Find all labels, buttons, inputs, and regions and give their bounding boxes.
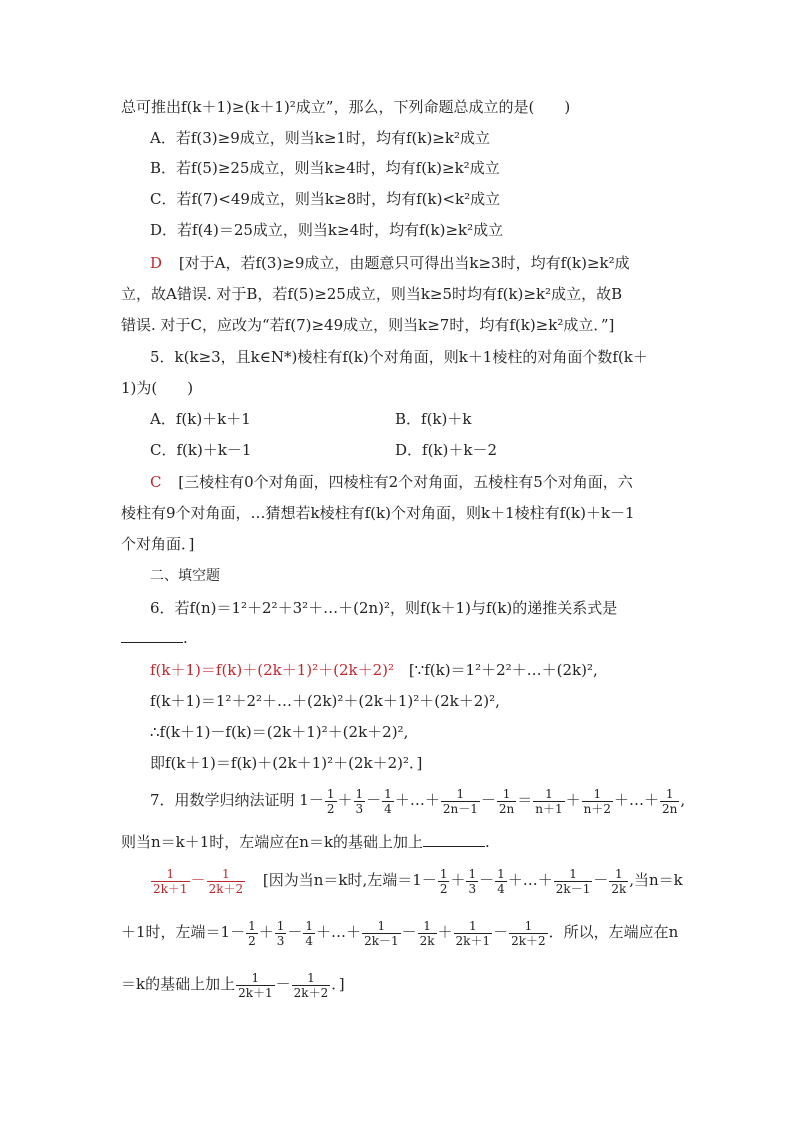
q5-explanation-line: 个对角面．] [121, 535, 195, 553]
q4-explanation-line: 立，故A错误. 对于B，若f(5)≥25成立，则当k≥5时均有f(k)≥k²成立，故B [121, 285, 623, 303]
q5-answer: C [150, 473, 162, 491]
answer-blank [423, 832, 485, 847]
fraction: $\frac{1}{4}$ [384, 786, 392, 816]
fraction: $\frac{1}{2n}$ [662, 786, 678, 816]
q4-explanation-line: 错误. 对于C，应改为“若f(7)≥49成立，则当k≥7时，均有f(k)≥k²成立．”] [121, 316, 615, 334]
fraction: $\frac{1}{4}$ [305, 918, 314, 948]
q5-option-d: D．f(k)＋k－2 [395, 441, 498, 459]
fraction: $\frac{1}{4}$ [497, 866, 505, 896]
q6-stem: 6．若f(n)＝1²＋2²＋3²＋…＋(2n)²，则f(k＋1)与f(k)的递推关系式是 [150, 599, 618, 617]
fraction: $\frac{1}{2k}$ [611, 866, 627, 896]
fraction: $\frac{1}{2k+2}$ [293, 970, 329, 1000]
q6-answer: f(k＋1)＝f(k)＋(2k＋1)²＋(2k＋2)² [150, 661, 395, 679]
q6-explanation-line: f(k＋1)＝1²＋2²＋…＋(2k)²＋(2k＋1)²＋(2k＋2)², [150, 692, 500, 710]
q4-stem: 总可推出f(k＋1)≥(k＋1)²成立”，那么，下列命题总成立的是( ) [121, 98, 571, 116]
fraction: $\frac{1}{3}$ [355, 786, 364, 816]
fraction: $\frac{1}{2k}$ [419, 918, 435, 948]
fraction: $\frac{1}{3}$ [276, 918, 285, 948]
q7-answer-line: $\frac{1}{2k+1}$ － $\frac{1}{2k+2}$ [因为当n＝k时,左端＝1－ $\frac{1}{2}$ ＋ $\frac{1}{3}$ － $\frac{1}{4}$ ＋…＋ $\frac{1}{2k-1}$ － $\frac{1}{2k}$ ,当n＝k [150, 862, 683, 898]
answer-blank [121, 628, 183, 643]
q5-option-a: A．f(k)＋k＋1 [150, 410, 251, 428]
q5-option-c: C．f(k)＋k－1 [150, 441, 252, 459]
q4-option-b: B．若f(5)≥25成立，则当k≥4时，均有f(k)≥k²成立 [150, 159, 500, 177]
q5-explanation-line: 棱柱有9个对角面，…猜想若k棱柱有f(k)个对角面，则k＋1棱柱有f(k)＋k－1 [121, 504, 635, 522]
fraction: $\frac{1}{3}$ [468, 866, 477, 896]
fraction: $\frac{1}{2k+2}$ [511, 918, 546, 948]
fraction: $\frac{1}{2k+1}$ [238, 970, 273, 1000]
q5-stem: 5．k(k≥3，且k∈N*)棱柱有f(k)个对角面，则k＋1棱柱的对角面个数f(k＋ [150, 348, 648, 366]
q6-answer-line: f(k＋1)＝f(k)＋(2k＋1)²＋(2k＋2)² [∵f(k)＝1²＋2²＋…＋(2k)², [150, 661, 598, 679]
q4-explanation-line: D [对于A，若f(3)≥9成立，由题意只可得出当k≥3时，均有f(k)≥k²成 [150, 254, 630, 272]
q5-stem: 1)为( ) [121, 379, 194, 397]
fraction: $\frac{1}{2k-1}$ [555, 866, 591, 896]
fraction: $\frac{1}{n+2}$ [583, 786, 611, 816]
q7-stem: 7．用数学归纳法证明 1－ $\frac{1}{2}$ ＋ $\frac{1}{3}$ － $\frac{1}{4}$ ＋…＋ $\frac{1}{2n-1}$ － $\frac{1}{2n}$ ＝ $\frac{1}{n+1}$ ＋ $\frac{1}{n+2}$ ＋…＋ $\frac{1}{2n}$ , [150, 786, 686, 816]
q7-stem-line2: 则当n＝k＋1时，左端应在n＝k的基础上加上 . [121, 833, 490, 851]
fraction: $\frac{1}{n+1}$ [535, 786, 563, 816]
fraction: $\frac{1}{2k+1}$ [153, 866, 188, 896]
q6-explanation-line: 即f(k＋1)＝f(k)＋(2k＋1)²＋(2k＋2)²．] [150, 754, 423, 772]
fraction: $\frac{1}{2}$ [248, 918, 256, 948]
q5-explanation-line: C [三棱柱有0个对角面，四棱柱有2个对角面，五棱柱有5个对角面，六 [150, 473, 633, 491]
fraction: $\frac{1}{2k+1}$ [455, 918, 491, 948]
fraction: $\frac{1}{2k+2}$ [208, 866, 244, 896]
section-heading: 二、填空题 [150, 568, 220, 584]
q4-option-a: A．若f(3)≥9成立，则当k≥1时，均有f(k)≥k²成立 [150, 129, 490, 147]
fraction: $\frac{1}{2k-1}$ [364, 918, 399, 948]
q6-blank-line: . [121, 628, 188, 648]
q7-answer: $\frac{1}{2k+1}$ － $\frac{1}{2k+2}$ [153, 866, 244, 896]
fraction: $\frac{1}{2n}$ [498, 786, 515, 816]
fraction: $\frac{1}{2n-1}$ [442, 786, 478, 816]
q7-explanation-line: ＝k的基础上加上 $\frac{1}{2k+1}$ － $\frac{1}{2k+2}$ ．] [121, 970, 345, 1000]
fraction: $\frac{1}{2}$ [439, 866, 448, 896]
q6-explanation-line: ∴f(k＋1)－f(k)＝(2k＋1)²＋(2k＋2)², [150, 723, 409, 741]
fraction: $\frac{1}{2}$ [326, 786, 335, 816]
q7-explanation-line: ＋1时，左端＝1－ $\frac{1}{2}$ ＋ $\frac{1}{3}$ － $\frac{1}{4}$ ＋…＋ $\frac{1}{2k-1}$ － $\frac{1}{2k}$ ＋ $\frac{1}{2k+1}$ － $\frac{1}{2k+2}$ ．所以，左端应在n [121, 918, 679, 948]
q4-option-d: D．若f(4)＝25成立，则当k≥4时，均有f(k)≥k²成立 [150, 221, 504, 239]
q4-option-c: C．若f(7)<49成立，则当k≥8时，均有f(k)<k²成立 [150, 190, 501, 208]
q5-option-b: B．f(k)＋k [395, 410, 472, 428]
q4-answer: D [150, 254, 163, 272]
